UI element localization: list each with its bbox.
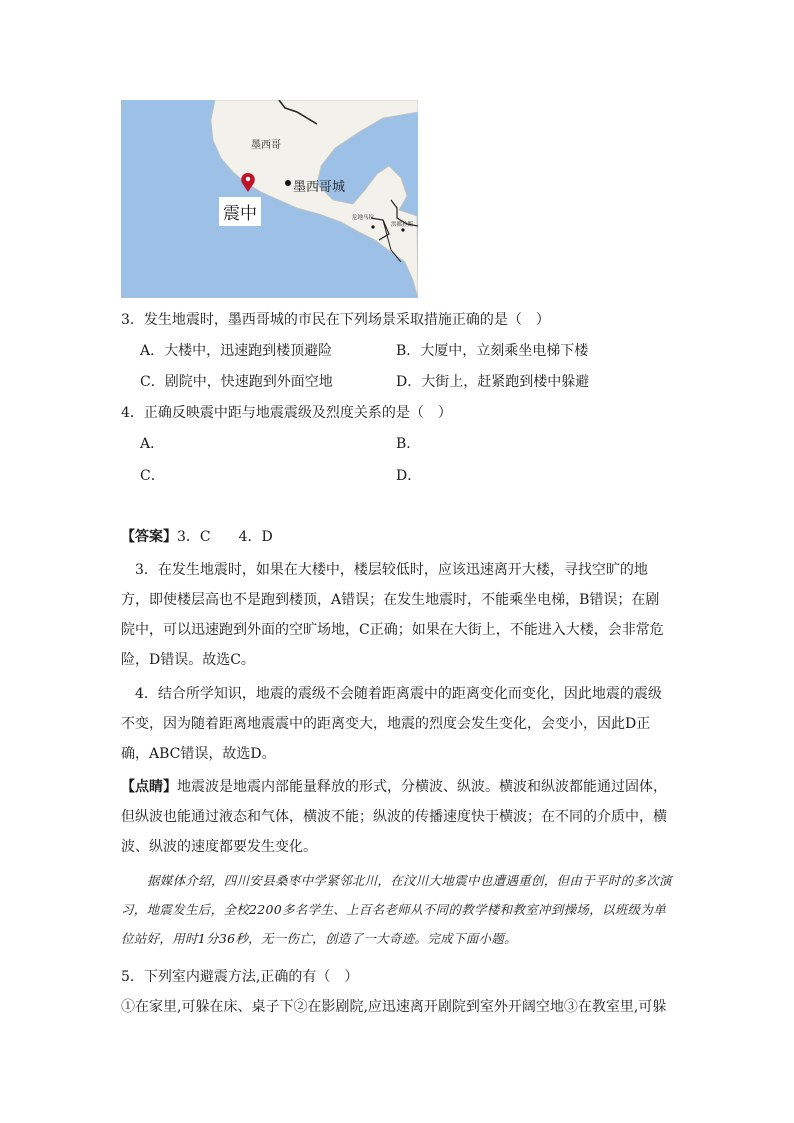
explanation-3: 3．在发生地震时，如果在大楼中，楼层较低时，应该迅速离开大楼，寻找空旷的地方，即使楼层高也不是跑到楼顶，A错误；在发生地震时，不能乘坐电梯，B错误；在剧院中，可以迅速跑到外面的空旷场地，C正确；如果在大街上，不能进入大楼，会非常危险，D错误。故选C。 <box>121 562 664 668</box>
q5-stem: 5．下列室内避震方法,正确的有（ ） <box>121 969 359 985</box>
map-figure <box>121 100 418 298</box>
q3-option-c: C．剧院中，快速跑到外面空地 <box>140 374 333 390</box>
explanation-4: 4．结合所学知识，地震的震级不会随着距离震中的距离变化而变化，因此地震的震级不变，因为随着距离地震震中的距离变大，地震的烈度会发生变化，会变小，因此D正确，ABC错误，故选D。 <box>121 686 662 762</box>
small-label-1: 危地马拉 <box>352 215 375 221</box>
q3-stem: 3．发生地震时，墨西哥城的市民在下列场景采取措施正确的是（ ） <box>121 312 550 328</box>
city-dot <box>285 180 291 186</box>
q3-option-d: D．大街上，赶紧跑到楼中躲避 <box>396 374 590 390</box>
q3-option-a: A．大楼中，迅速跑到楼顶避险 <box>140 343 333 359</box>
map-svg <box>121 100 418 298</box>
q4-option-a: A． <box>140 436 165 452</box>
q4-option-b: B． <box>396 436 421 452</box>
tip-text: 地震波是地震内部能量释放的形式，分横波、纵波。横波和纵波都能通过固体，但纵波也能通过液态和气体，横波不能；纵波的传播速度快于横波；在不同的介质中，横波、纵波的速度都要发生变化。 <box>121 779 667 855</box>
answer-line <box>121 527 273 547</box>
answer-text: 3．C 4．D <box>177 529 273 545</box>
q4-option-c: C． <box>140 468 165 484</box>
q4-stem: 4．正确反映震中距与地震震级及烈度关系的是（ ） <box>121 405 452 421</box>
small-label-2: 洪都拉斯 <box>391 222 414 228</box>
q5-line1: ①在家里,可躲在床、桌子下②在影剧院,应迅速离开剧院到室外开阔空地③在教室里,可躲 <box>121 999 667 1015</box>
q4-option-d: D． <box>396 468 422 484</box>
tip-paragraph <box>121 772 673 862</box>
tip-label: 【点睛】 <box>121 779 177 795</box>
q3-option-b: B．大厦中，立刻乘坐电梯下楼 <box>396 343 589 359</box>
country-label: 墨西哥 <box>251 140 281 151</box>
passage-text: 据媒体介绍，四川安县桑枣中学紧邻北川，在汶川大地震中也遭遇重创，但由于平时的多次演习，地震发生后，全校2200多名学生、上百名老师从不同的教学楼和教室冲到操场，以班级为单位站好，用时1分36秒，无一伤亡，创造了一大奇迹。完成下面小题。 <box>121 873 672 946</box>
city-label: 墨西哥城 <box>293 180 346 195</box>
answer-label: 【答案】 <box>121 529 177 545</box>
epicenter-label: 震中 <box>219 197 261 226</box>
